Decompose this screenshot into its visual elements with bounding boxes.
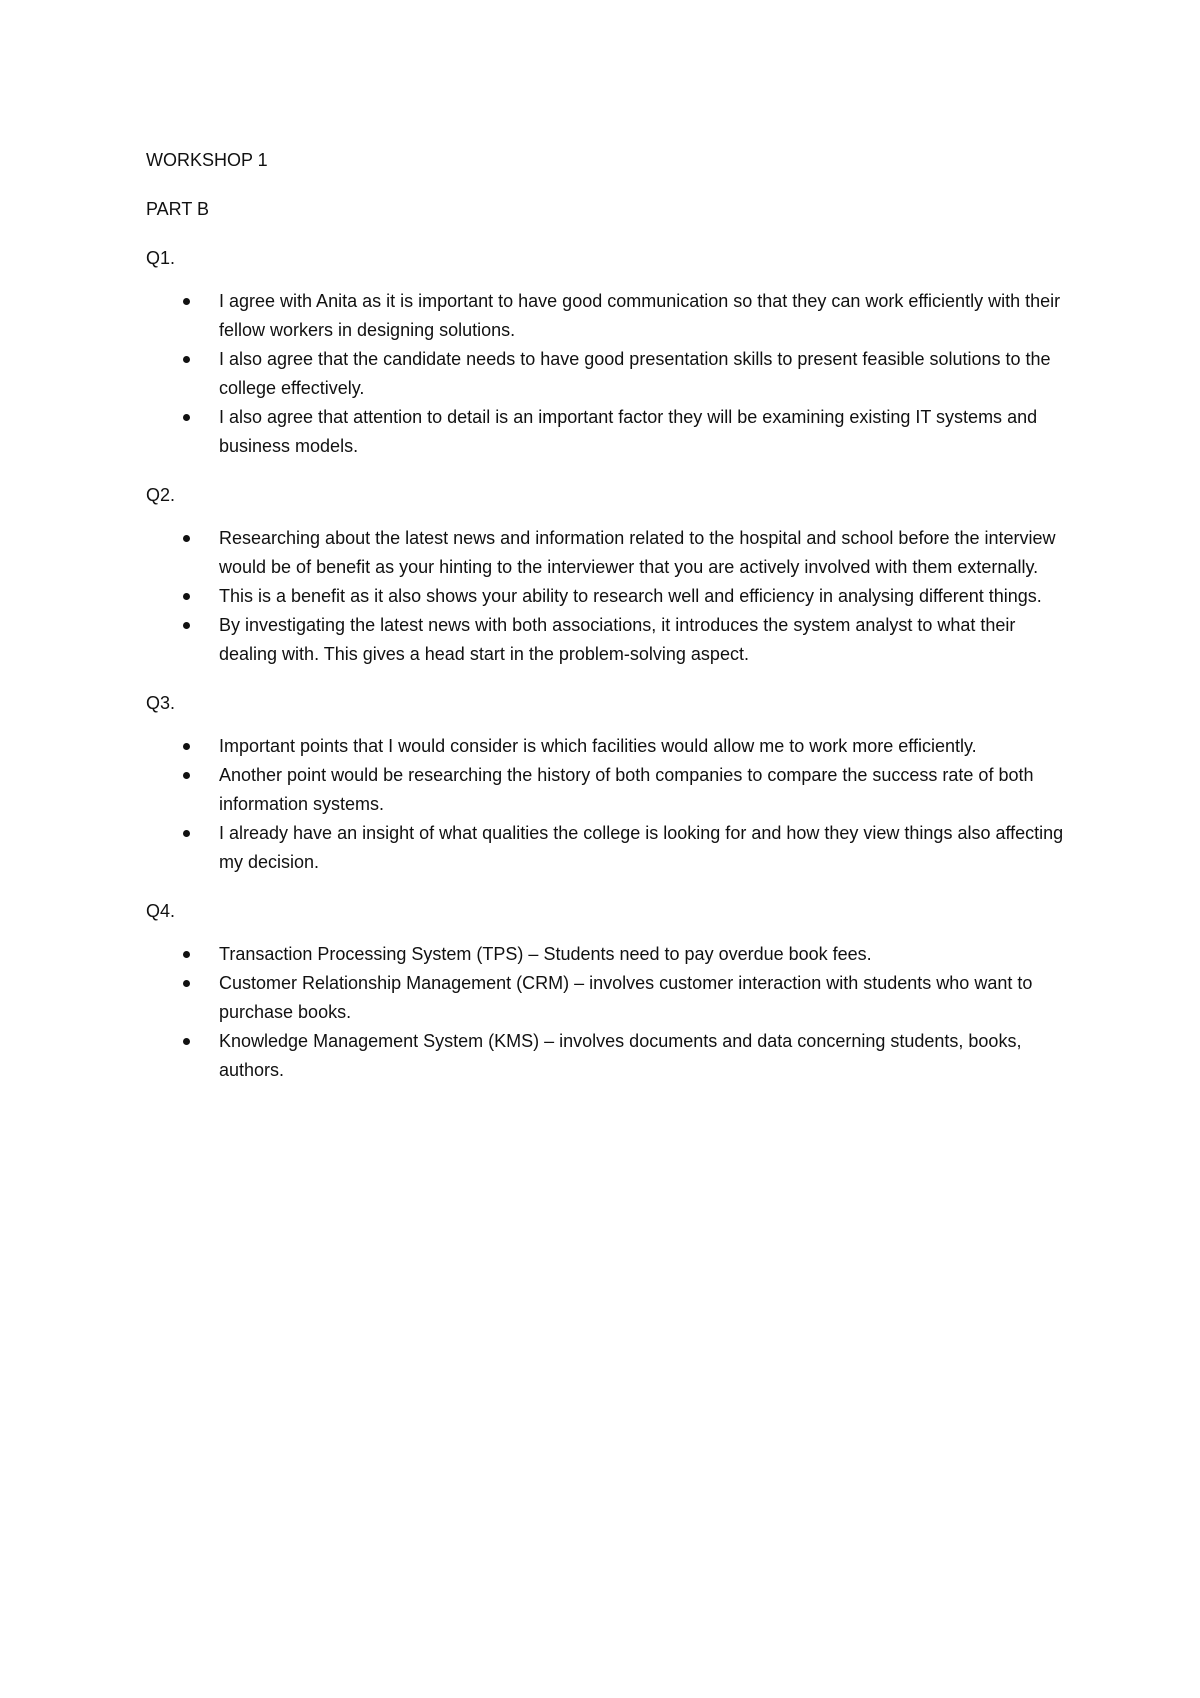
bullet-icon — [183, 298, 190, 305]
bullet-icon — [183, 593, 190, 600]
list-item — [219, 819, 1066, 877]
list-item-text: I also agree that attention to detail is an important factor they will be examining existing IT systems and business models. — [219, 407, 1038, 456]
list-item-text: Transaction Processing System (TPS) – Students need to pay overdue book fees. — [219, 944, 872, 964]
answer-list-q3 — [146, 732, 1066, 877]
list-item-text: Researching about the latest news and information related to the hospital and school before the interview would be of benefit as your hinting to the interviewer that you are actively involved with them externally. — [219, 528, 1056, 577]
part-heading: PART B — [146, 199, 210, 219]
list-item-text: Knowledge Management System (KMS) – involves documents and data concerning students, books, authors. — [219, 1031, 1022, 1080]
bullet-icon — [183, 356, 190, 363]
list-item-text: I agree with Anita as it is important to have good communication so that they can work efficiently with their fellow workers in designing solutions. — [219, 291, 1061, 340]
bullet-icon — [183, 743, 190, 750]
document-title: WORKSHOP 1 — [146, 150, 268, 170]
list-item-text: Customer Relationship Management (CRM) – involves customer interaction with students who want to purchase books. — [219, 973, 1033, 1022]
bullet-icon — [183, 772, 190, 779]
list-item — [219, 1027, 1066, 1085]
list-item-text: Another point would be researching the history of both companies to compare the success rate of both information systems. — [219, 765, 1034, 814]
list-item — [219, 524, 1066, 582]
question-label-q1: Q1. — [146, 248, 176, 268]
list-item-text: By investigating the latest news with both associations, it introduces the system analyst to what their dealing with. This gives a head start in the problem-solving aspect. — [219, 615, 1016, 664]
list-item — [219, 582, 1066, 611]
list-item — [219, 345, 1066, 403]
answer-list-q4 — [146, 940, 1066, 1085]
bullet-icon — [183, 951, 190, 958]
list-item-text: Important points that I would consider is which facilities would allow me to work more efficiently. — [219, 736, 977, 756]
list-item — [219, 969, 1066, 1027]
list-item-text: I already have an insight of what qualities the college is looking for and how they view things also affecting my decision. — [219, 823, 1064, 872]
answer-list-q1 — [146, 287, 1066, 461]
list-item — [219, 403, 1066, 461]
bullet-icon — [183, 622, 190, 629]
list-item-text: This is a benefit as it also shows your ability to research well and efficiency in analysing different things. — [219, 586, 1042, 606]
list-item — [219, 761, 1066, 819]
list-item-text: I also agree that the candidate needs to have good presentation skills to present feasible solutions to the college effectively. — [219, 349, 1051, 398]
question-label-q3: Q3. — [146, 693, 176, 713]
bullet-icon — [183, 830, 190, 837]
question-label-q2: Q2. — [146, 485, 176, 505]
bullet-icon — [183, 414, 190, 421]
bullet-icon — [183, 535, 190, 542]
question-label-q4: Q4. — [146, 901, 176, 921]
answer-list-q2 — [146, 524, 1066, 669]
document-body — [146, 146, 1066, 1105]
list-item — [219, 940, 1066, 969]
list-item — [219, 611, 1066, 669]
list-item — [219, 287, 1066, 345]
bullet-icon — [183, 980, 190, 987]
list-item — [219, 732, 1066, 761]
bullet-icon — [183, 1038, 190, 1045]
